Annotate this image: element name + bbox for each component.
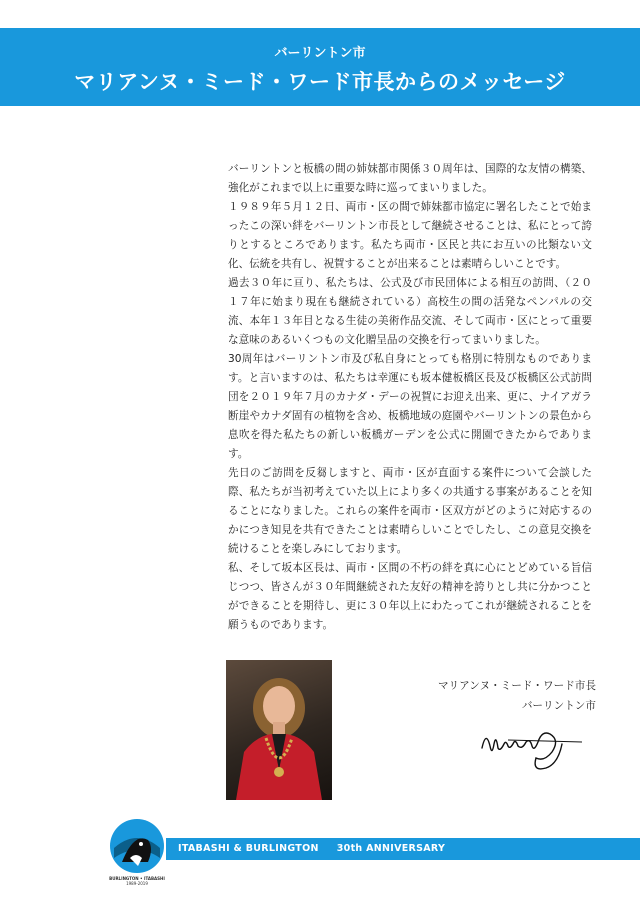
portrait-illustration (226, 660, 332, 800)
message-body (228, 160, 592, 635)
footer-band (166, 838, 640, 860)
paragraph: 30周年はバーリントン市及び私自身にとっても格別に特別なものであります。と言いますのは、私たちは幸運にも坂本健板橋区長及び板橋区公式訪問団を２０１９年７月のカナダ・デーの祝賀にお迎え出来、更に、ナイアガラ断崖やカナダ固有の植物を含め、板橋地域の庭園やバーリントンの景色から息吹を得た私たちの新しい板橋ガーデンを公式に開園できたからであります。 (228, 353, 592, 460)
signatory-city: バーリントン市 (521, 700, 596, 712)
header-city: バーリントン市 (274, 46, 366, 61)
paragraph: バーリントンと板橋の間の姉妹都市関係３０周年は、国際的な友情の構築、強化がこれまで以上に重要な時に巡ってまいりました。 (228, 163, 592, 194)
footer-label-anniversary: 30th ANNIVERSARY (336, 843, 446, 854)
paragraph: １９８９年５月１２日、両市・区の間で姉妹都市協定に署名したことで始まったこの深い絆をバーリントン市長として継続させることは、私にとって誇りとするところであります。私たち両市・区民と共にお互いの比類ない文化、伝統を共有し、祝賀することが出来ることは素晴らしいことです。 (228, 201, 592, 270)
handwritten-signature (478, 722, 588, 776)
signatory-title: マリアンヌ・ミード・ワード市長 (437, 680, 596, 692)
logo-years: 1989-2019 (126, 881, 148, 886)
page-title: マリアンヌ・ミード・ワード市長からのメッセージ (74, 70, 566, 94)
paragraph: 私、そして坂本区長は、両市・区間の不朽の絆を真に心にとどめている旨信じつつ、皆さんが３０年間継続された友好の精神を誇りとし共に分かつことができることを期待し、更に３０年以上にわたってこれが継続されることを願うものであります。 (228, 562, 592, 631)
footer-label-cities: ITABASHI & BURLINGTON (178, 843, 319, 854)
paragraph: 過去３０年に亘り、私たちは、公式及び市民団体による相互の訪問、（２０１７年に始まり現在も継続されている）高校生の間の活発なペンパルの交流、本年１３年目となる生徒の美術作品交流、そして両市・区にとって重要な意味のあるいくつもの文化贈呈品の交換を行ってまいりました。 (228, 277, 592, 346)
header-band (0, 28, 640, 106)
mayor-portrait (226, 660, 332, 800)
logo-caption: BURLINGTON • ITABASHI (109, 876, 165, 881)
paragraph: 先日のご訪問を反芻しますと、両市・区が直面する案件について会談した際、私たちが当初考えていた以上により多くの共通する事案があることを知ることになりました。これらの案件を両市・区双方がどのように対応するのかにつき知見を共有できたことは素晴らしいことでしたし、この意見交換を続けることを楽しみにしております。 (228, 467, 592, 555)
